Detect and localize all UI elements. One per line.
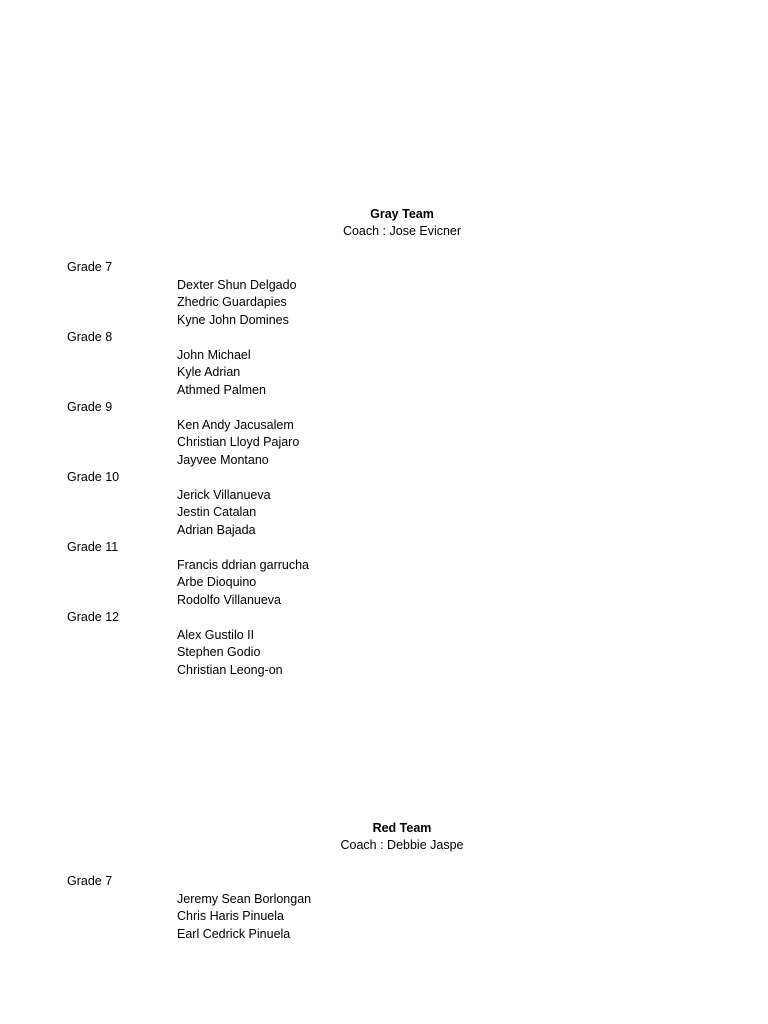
grade-label: Grade 7 (67, 874, 113, 888)
grade-label: Grade 10 (67, 470, 120, 484)
grade-block-8 (0, 329, 768, 399)
grade-block-10 (0, 469, 768, 539)
team-coach: Coach : Debbie Jaspe (340, 838, 464, 852)
grade-block-12 (0, 609, 768, 679)
student-name: Jerick Villanueva (177, 487, 271, 502)
grade-block-9 (0, 399, 768, 469)
student-name: Rodolfo Villanueva (177, 592, 282, 607)
team-title: Red Team (372, 821, 432, 835)
student-name: Stephen Godio (177, 645, 261, 659)
gray-team-section (0, 206, 768, 679)
grade-label: Grade 11 (67, 540, 119, 554)
student-name: Christian Leong-on (177, 662, 283, 677)
student-name: Zhedric Guardapies (177, 295, 287, 309)
student-name: Arbe Dioquino (177, 575, 257, 589)
grade-label: Grade 8 (67, 330, 113, 344)
student-name: Christian Lloyd Pajaro (177, 435, 300, 449)
grade-list (0, 873, 768, 943)
student-name: Earl Cedrick Pinuela (177, 926, 291, 941)
grade-block-7 (0, 873, 768, 943)
student-name: Adrian Bajada (177, 522, 256, 537)
student-name: Kyne John Domines (177, 312, 289, 327)
student-name: Francis ddrian garrucha (177, 557, 310, 572)
red-team-section (0, 820, 768, 943)
grade-label: Grade 12 (67, 610, 120, 624)
student-name: Athmed Palmen (177, 382, 266, 397)
team-coach: Coach : Jose Evicner (342, 224, 462, 238)
student-name: Alex Gustilo II (177, 627, 255, 642)
student-name: Kyle Adrian (177, 365, 241, 379)
student-name: Ken Andy Jacusalem (177, 417, 294, 432)
student-name: Dexter Shun Delgado (177, 277, 297, 292)
student-name: Jestin Catalan (177, 505, 257, 519)
grade-label: Grade 7 (67, 260, 113, 274)
student-name: Jayvee Montano (177, 452, 269, 467)
team-title: Gray Team (370, 207, 434, 221)
grade-label: Grade 9 (67, 400, 113, 414)
grade-block-11 (0, 539, 768, 609)
student-name: John Michael (177, 347, 251, 362)
grade-block-7 (0, 259, 768, 329)
grade-list (0, 259, 768, 679)
student-name: Jeremy Sean Borlongan (177, 891, 312, 906)
student-name: Chris Haris Pinuela (177, 909, 284, 923)
